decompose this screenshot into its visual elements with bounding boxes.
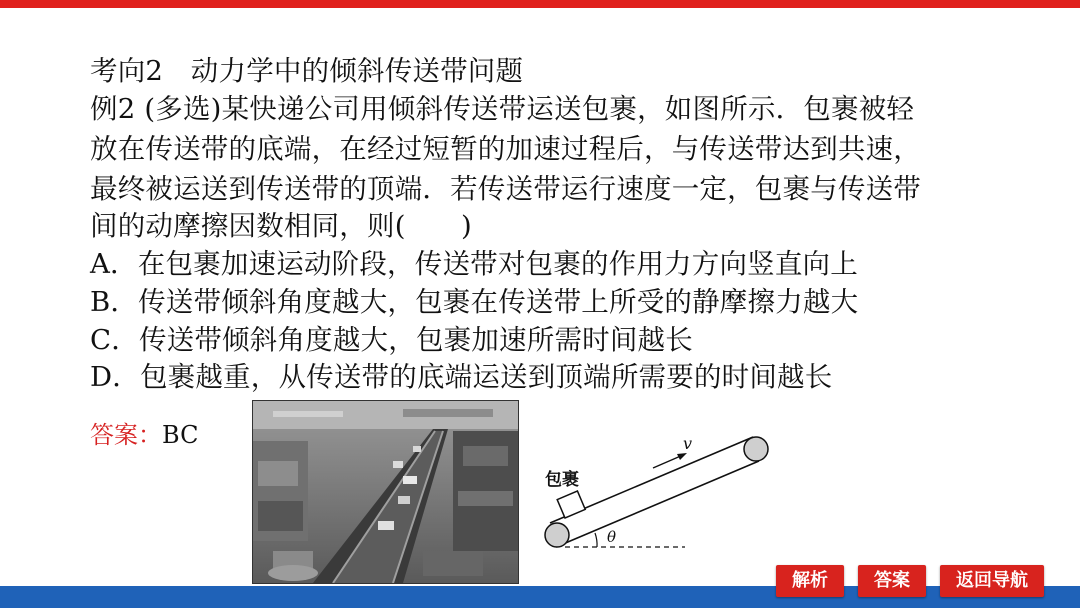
answer-label: 答案： bbox=[90, 421, 162, 449]
answer-row bbox=[90, 418, 198, 452]
question-line-1: 例2 (多选)某快递公司用倾斜传送带运送包裹，如图所示．包裹被轻 bbox=[90, 93, 915, 125]
option-c: C．传送带倾斜角度越大，包裹加速所需时间越长 bbox=[90, 324, 693, 356]
question-line-2: 放在传送带的底端，在经过短暂的加速过程后，与传送带达到共速， bbox=[90, 133, 921, 165]
top-accent-bar bbox=[0, 0, 1080, 8]
answer-value: BC bbox=[162, 421, 199, 449]
conveyor-photo bbox=[252, 400, 519, 584]
analysis-button[interactable]: 解析 bbox=[776, 565, 844, 597]
question-line-3: 最终被运送到传送带的顶端．若传送带运行速度一定，包裹与传送带 bbox=[90, 173, 921, 205]
option-d: D．包裹越重，从传送带的底端运送到顶端所需要的时间越长 bbox=[90, 361, 833, 393]
answer-button[interactable]: 答案 bbox=[858, 565, 926, 597]
option-b: B．传送带倾斜角度越大，包裹在传送带上所受的静摩擦力越大 bbox=[90, 286, 859, 318]
conveyor-photo-image bbox=[253, 401, 518, 583]
angle-label: θ bbox=[607, 528, 617, 546]
conveyor-diagram bbox=[535, 425, 780, 555]
velocity-label: v bbox=[683, 434, 693, 453]
option-a: A．在包裹加速运动阶段，传送带对包裹的作用力方向竖直向上 bbox=[90, 248, 858, 280]
question-line-4: 间的动摩擦因数相同，则( ) bbox=[90, 210, 472, 242]
back-to-navigation-button[interactable]: 返回导航 bbox=[940, 565, 1044, 597]
section-heading: 考向2 动力学中的倾斜传送带问题 bbox=[90, 55, 524, 87]
package-label: 包裹 bbox=[545, 470, 579, 490]
conveyor-diagram-figure bbox=[535, 425, 780, 555]
